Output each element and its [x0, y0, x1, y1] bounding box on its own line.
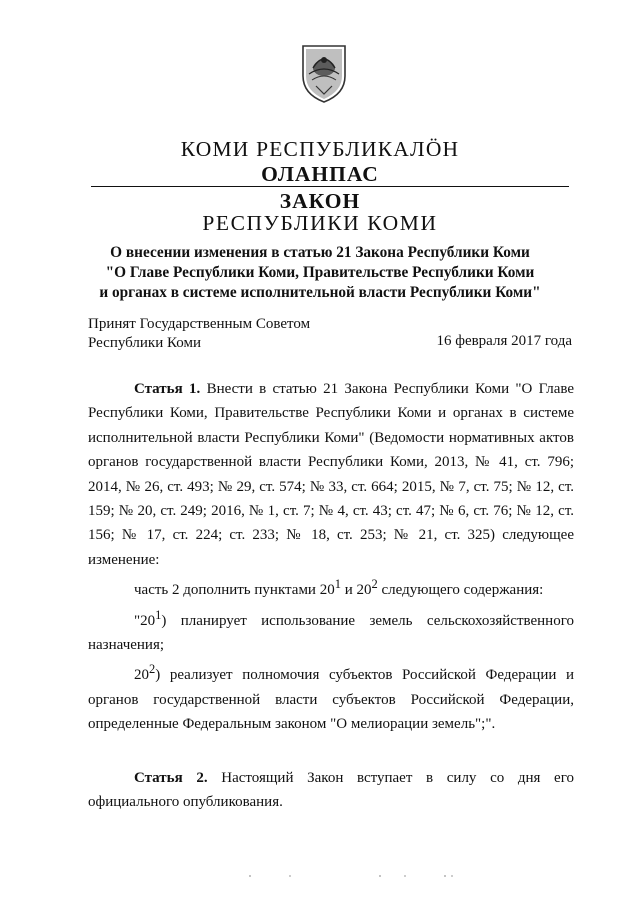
article-2: [88, 766, 574, 815]
superscript: 2: [149, 662, 156, 677]
article-2-paragraph: [88, 766, 574, 815]
part-2-intro-text: и 20: [340, 582, 372, 599]
heading-line: и органах в системе исполнительной власти Республики Коми": [99, 284, 541, 301]
republic-title: РЕСПУБЛИКИ КОМИ: [202, 211, 438, 235]
adoption-note: [88, 315, 310, 353]
part-2-intro-text: часть 2 дополнить пунктами 20: [134, 582, 335, 599]
article-1-paragraph: [88, 377, 574, 572]
scan-artifact: [230, 873, 490, 879]
part-2-intro-text: следующего содержания:: [377, 582, 544, 599]
heading-line: О внесении изменения в статью 21 Закона Республики Коми: [110, 244, 530, 261]
item-20-1: [88, 603, 574, 658]
komi-title: КОМИ РЕСПУБЛИКАЛӦН: [180, 137, 460, 161]
superscript: 2: [371, 577, 378, 592]
item-text: "20: [134, 612, 156, 629]
article-2-text: Настоящий Закон вступает в силу со дня его официального опубликования.: [88, 770, 574, 811]
article-1-label: Статья 1.: [134, 381, 201, 397]
header-divider: [91, 186, 569, 187]
adoption-line: Республики Коми: [88, 335, 201, 351]
document-heading: [60, 243, 580, 303]
item-text: 20: [134, 667, 149, 684]
law-title: ЗАКОН: [279, 189, 361, 213]
adoption-line: Принят Государственным Советом: [88, 316, 311, 332]
olanpas-title: ОЛАНПАС: [261, 162, 379, 186]
item-text: ) планирует использование земель сельскохозяйственного назначения;: [88, 612, 574, 654]
part-2-intro: [88, 572, 574, 602]
superscript: 1: [334, 577, 341, 592]
heading-line: "О Главе Республики Коми, Правительстве Республики Коми: [105, 264, 535, 281]
item-text: ) реализует полномочия субъектов Российской Федерации и органов государственной власти субъектов Российской Федерации, определенные Федеральным законом "О мелиорации земель";".: [88, 667, 574, 733]
article-1-text: Внести в статью 21 Закона Республики Коми "О Главе Республики Коми, Правительстве Республики Коми и органах в системе исполнительной власти Республики Коми" (Ведомости нормативных актов органов государственной власти Республики Коми, 2013, № 41, ст. 796; 2014, № 26, ст. 493; № 29, ст. 574; № 33, ст. 664; 2015, № 7, ст. 75; № 12, ст. 159; № 20, ст. 249; 2016, № 1, ст. 7; № 4, ст. 43; ст. 47; № 6, ст. 76; № 12, ст. 156; № 17, ст. 224; ст. 233; № 18, ст. 253; № 21, ст. 325) следующее изменение:: [88, 381, 574, 568]
coat-of-arms-icon: [299, 42, 349, 104]
superscript: 1: [155, 607, 162, 622]
item-20-2: [88, 657, 574, 736]
adoption-date: 16 февраля 2017 года: [436, 333, 572, 349]
article-1: [88, 377, 574, 737]
article-2-label: Статья 2.: [134, 770, 208, 786]
